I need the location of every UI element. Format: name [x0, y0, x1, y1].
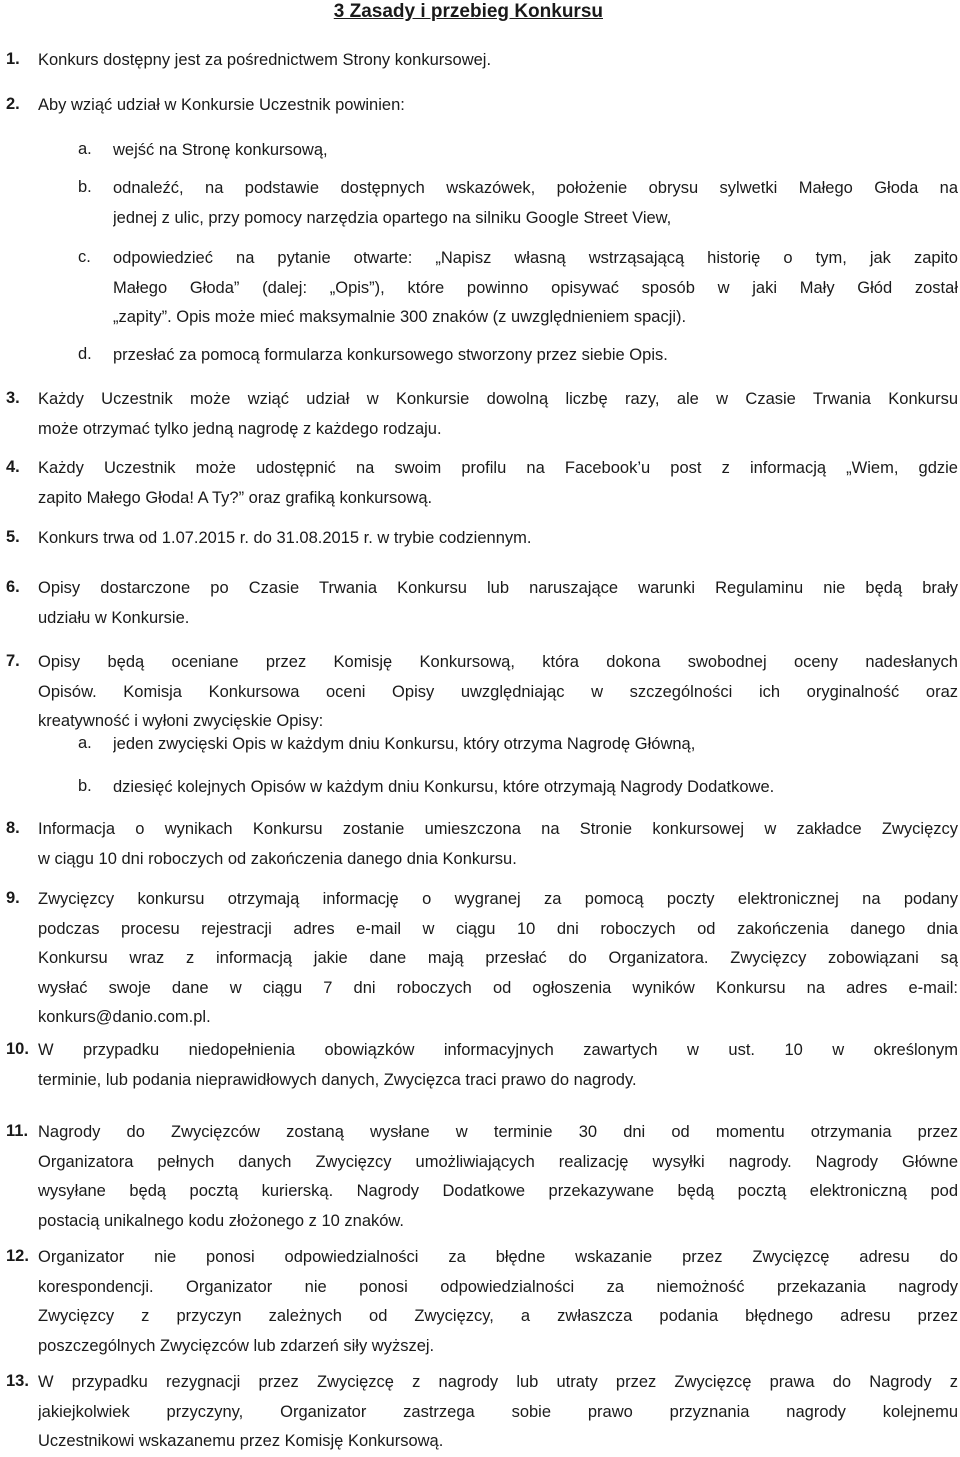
text-line: jednej z ulic, przy pomocy narzędzia opartego na silniku Google Street View, — [113, 208, 672, 227]
rule-number: 4. — [6, 458, 20, 476]
text-line: postacią unikalnego kodu złożonego z 10 znaków. — [38, 1211, 405, 1230]
rule-text — [113, 730, 958, 760]
text-line: jakiejkolwiek przyczyny, Organizator zastrzega sobie prawo przyznania nagrody kolejnemu — [38, 1402, 958, 1421]
sub-item-label: b. — [78, 178, 92, 196]
section-title-text: 3 Zasady i przebieg Konkursu — [333, 1, 603, 22]
rule-number: 3. — [6, 389, 20, 407]
sub-item-label: c. — [78, 248, 91, 266]
section-title — [0, 0, 960, 26]
text-line: Zwycięzcy z przyczyn zależnych od Zwycięzcy, a zwłaszcza podania błędnego adresu przez — [38, 1307, 958, 1325]
text-line: jeden zwycięski Opis w każdym dniu Konkursu, który otrzyma Nagrodę Główną, — [113, 735, 696, 753]
rule-text — [38, 1368, 958, 1457]
text-line: wysłać swoje dane w ciągu 7 dni roboczych od ogłoszenia wyników Konkursu na adres e-mail: — [38, 978, 958, 997]
rule-number: 6. — [6, 578, 20, 596]
rule-text — [113, 244, 958, 333]
rule-text — [38, 1036, 958, 1095]
rule-text — [38, 91, 958, 121]
text-line: terminie, lub podania nieprawidłowych danych, Zwycięzca traci prawo do nagrody. — [38, 1070, 637, 1089]
sub-item-label: a. — [78, 140, 92, 158]
text-line: Każdy Uczestnik może udostępnić na swoim profilu na Facebook’u post z informacją „Wiem, gdzie — [38, 459, 958, 477]
rule-text — [113, 174, 958, 233]
text-line: Aby wziąć udział w Konkursie Uczestnik powinien: — [38, 96, 405, 114]
rule-number: 8. — [6, 819, 20, 837]
rule-number: 11. — [6, 1122, 29, 1140]
text-line: Organizator nie ponosi odpowiedzialności za błędne wskazanie przez Zwycięzcę adresu do — [38, 1248, 958, 1266]
text-line: Konkurs trwa od 1.07.2015 r. do 31.08.2015 r. w trybie codziennym. — [38, 529, 532, 547]
text-line: Konkursu wraz z informacją jakie dane mają przesłać do Organizatora. Zwycięzcy zobowiązani są — [38, 949, 958, 967]
text-line: przesłać za pomocą formularza konkursowego stworzony przez siebie Opis. — [113, 346, 668, 364]
text-line: Opisy będą oceniane przez Komisję Konkursową, która dokona swobodnej oceny nadesłanych — [38, 653, 958, 671]
text-line: Konkurs dostępny jest za pośrednictwem Strony konkursowej. — [38, 51, 492, 69]
text-line: W przypadku niedopełnienia obowiązków informacyjnych zawartych w ust. 10 w określonym — [38, 1041, 958, 1059]
rule-text — [38, 1243, 958, 1361]
rule-number: 5. — [6, 528, 20, 546]
text-line: wysyłane będą pocztą kurierską. Nagrody Dodatkowe przekazywane będą pocztą elektroniczną pod — [38, 1182, 958, 1200]
rule-number: 13. — [6, 1372, 29, 1390]
sub-item-label: b. — [78, 777, 92, 795]
rule-number: 12. — [6, 1247, 29, 1265]
text-line: „zapity”. Opis może mieć maksymalnie 300 znaków (z uwzględnieniem spacji). — [113, 308, 687, 326]
text-line: Małego Głoda” (dalej: „Opis”), które powinno opisywać sposób w jaki Mały Głód został — [113, 278, 958, 297]
text-line: Zwycięzcy konkursu otrzymają informację o wygranej za pomocą poczty elektronicznej na podany — [38, 890, 958, 908]
rule-text — [113, 341, 958, 371]
rule-text — [38, 648, 958, 737]
rule-text — [38, 385, 958, 444]
rule-text — [38, 454, 958, 513]
rule-number: 1. — [6, 50, 20, 68]
text-line: Uczestnikowi wskazanemu przez Komisję Konkursową. — [38, 1432, 444, 1450]
text-line: Opisów. Komisja Konkursowa oceni Opisy uwzględniając w szczególności ich oryginalność oraz — [38, 682, 958, 701]
text-line: Informacja o wynikach Konkursu zostanie umieszczona na Stronie konkursowej w zakładce Zwycięzcy — [38, 820, 958, 838]
rule-text — [38, 885, 958, 1033]
text-line: odpowiedzieć na pytanie otwarte: „Napisz własną wstrząsającą historię o tym, jak zapito — [113, 249, 958, 267]
text-line: Każdy Uczestnik może wziąć udział w Konkursie dowolną liczbę razy, ale w Czasie Trwania Konkursu — [38, 390, 958, 408]
rule-number: 10. — [6, 1040, 29, 1058]
text-line: konkurs@danio.com.pl. — [38, 1008, 211, 1026]
rule-text — [38, 574, 958, 633]
text-line: podczas procesu rejestracji adres e-mail w ciągu 10 dni roboczych od zakończenia danego dnia — [38, 919, 958, 938]
text-line: Organizatora pełnych danych Zwycięzcy umożliwiających realizację wysyłki nagrody. Nagrody Główne — [38, 1152, 958, 1171]
text-line: kreatywność i wyłoni zwycięskie Opisy: — [38, 712, 324, 730]
text-line: w ciągu 10 dni roboczych od zakończenia danego dnia Konkursu. — [38, 849, 517, 868]
rule-text — [38, 46, 958, 76]
text-line: korespondencji. Organizator nie ponosi odpowiedzialności za niemożność przekazania nagrody — [38, 1277, 958, 1296]
text-line: udziału w Konkursie. — [38, 608, 190, 627]
rule-text — [113, 136, 958, 166]
rule-text — [38, 1118, 958, 1236]
text-line: Nagrody do Zwycięzców zostaną wysłane w terminie 30 dni od momentu otrzymania przez — [38, 1123, 958, 1141]
text-line: dziesięć kolejnych Opisów w każdym dniu Konkursu, które otrzymają Nagrody Dodatkowe. — [113, 778, 775, 796]
text-line: może otrzymać tylko jedną nagrodę z każdego rodzaju. — [38, 419, 442, 438]
text-line: wejść na Stronę konkursową, — [113, 141, 328, 159]
sub-item-label: d. — [78, 345, 92, 363]
text-line: poszczególnych Zwycięzców lub zdarzeń siły wyższej. — [38, 1336, 435, 1355]
text-line: odnaleźć, na podstawie dostępnych wskazówek, położenie obrysu sylwetki Małego Głoda na — [113, 179, 958, 197]
rule-number: 9. — [6, 889, 20, 907]
text-line: Opisy dostarczone po Czasie Trwania Konkursu lub naruszające warunki Regulaminu nie będą brały — [38, 579, 958, 597]
text-line: zapito Małego Głoda! A Ty?” oraz grafiką konkursową. — [38, 488, 433, 507]
rule-number: 7. — [6, 652, 20, 670]
rule-text — [38, 524, 958, 554]
rule-text — [38, 815, 958, 874]
rule-number: 2. — [6, 95, 20, 113]
text-line: W przypadku rezygnacji przez Zwycięzcę z nagrody lub utraty przez Zwycięzcę prawa do Nagrody z — [38, 1373, 958, 1391]
rule-text — [113, 773, 958, 803]
sub-item-label: a. — [78, 734, 92, 752]
